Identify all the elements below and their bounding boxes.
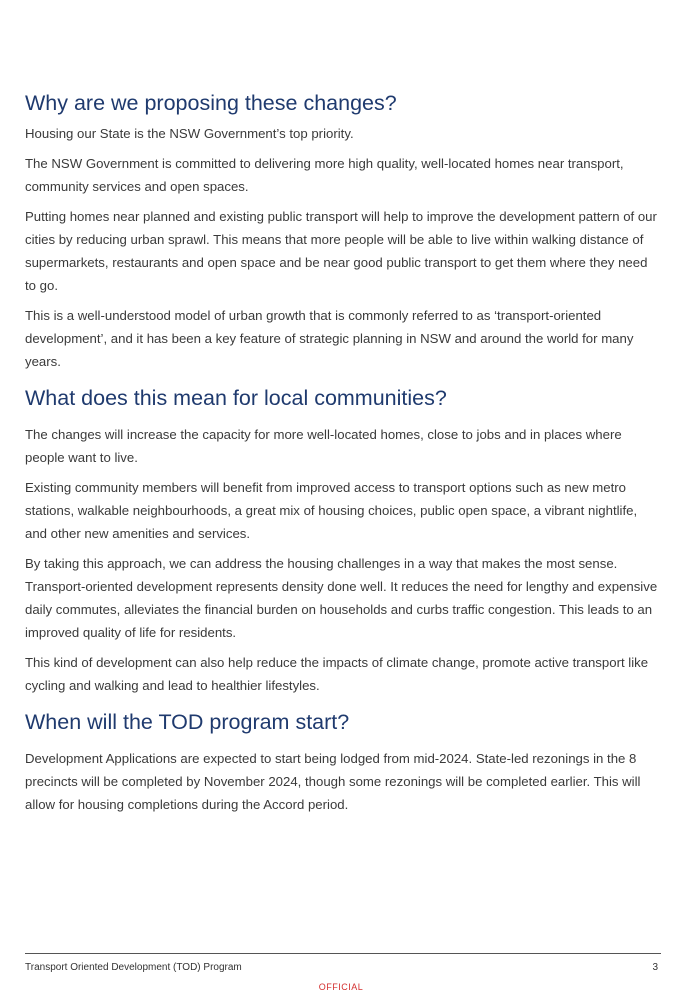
footer-document-title: Transport Oriented Development (TOD) Program bbox=[25, 962, 242, 973]
paragraph: The NSW Government is committed to delivering more high quality, well-located homes near transport, community services and open spaces. bbox=[25, 156, 624, 194]
paragraph: This kind of development can also help reduce the impacts of climate change, promote active transport like cycling and walking and lead to healthier lifestyles. bbox=[25, 655, 649, 693]
section-heading: Why are we proposing these changes? bbox=[25, 91, 397, 115]
paragraph: Putting homes near planned and existing public transport will help to improve the development pattern of our cities by reducing urban sprawl. This means that more people will be able to live within walking distance of supermarkets, restaurants and open space and be near good public transport to get them where they need to go. bbox=[25, 209, 657, 293]
security-classification-label: OFFICIAL bbox=[318, 982, 364, 992]
paragraph: This is a well-understood model of urban growth that is commonly referred to as ‘transport-oriented development’, and it has been a key feature of strategic planning in NSW and around the world for many years. bbox=[25, 308, 634, 369]
paragraph: The changes will increase the capacity for more well-located homes, close to jobs and in places where people want to live. bbox=[25, 427, 622, 465]
paragraph: Housing our State is the NSW Government’s top priority. bbox=[25, 126, 354, 141]
section-local-communities bbox=[25, 383, 661, 697]
page-number: 3 bbox=[652, 962, 658, 973]
section-heading: When will the TOD program start? bbox=[25, 710, 350, 734]
section-heading: What does this mean for local communities? bbox=[25, 386, 447, 410]
paragraph: By taking this approach, we can address the housing challenges in a way that makes the most sense. Transport-oriented development represents density done well. It reduces the need for lengthy and expensive daily commutes, alleviates the financial burden on households and curbs traffic congestion. This leads to an improved quality of life for residents. bbox=[25, 556, 658, 640]
section-why-proposing bbox=[25, 88, 661, 373]
section-program-start bbox=[25, 707, 661, 816]
paragraph: Development Applications are expected to start being lodged from mid-2024. State-led rezonings in the 8 precincts will be completed by November 2024, though some rezonings will be completed earlier. This will allow for housing completions during the Accord period. bbox=[25, 751, 641, 812]
paragraph: Existing community members will benefit from improved access to transport options such as new metro stations, walkable neighbourhoods, a great mix of housing choices, public open space, a vibrant nightlife, and other new amenities and services. bbox=[25, 480, 638, 541]
page-footer bbox=[25, 953, 661, 973]
document-body bbox=[25, 88, 661, 823]
